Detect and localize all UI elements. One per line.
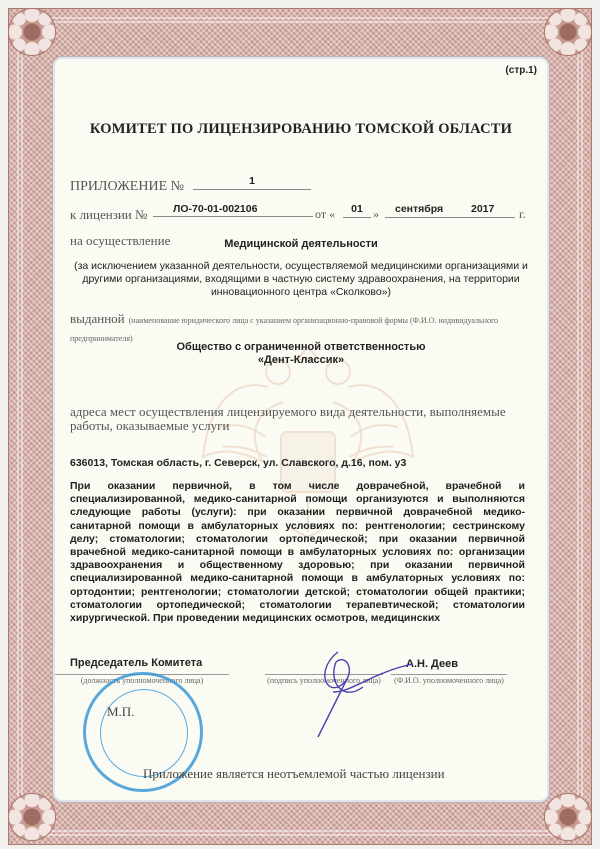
corner-rosette-icon [544,8,592,56]
addresses-label: адреса мест осуществления лицензируемого вида деятельности, выполняемые работы, оказываемые услуги [70,404,506,433]
date-day: 01 [343,203,371,218]
date-suffix: г. [519,207,526,221]
page-number: (стр.1) [505,65,537,76]
committee-title: КОМИТЕТ ПО ЛИЦЕНЗИРОВАНИЮ ТОМСКОЙ ОБЛАСТИ [89,121,513,137]
date-close-quote: » [373,207,379,221]
activity-label: на осуществление [70,233,171,248]
corner-rosette-icon [8,8,56,56]
caption-position: (должность уполномоченного лица) [55,674,229,685]
signatory-name: А.Н. Деев [406,658,459,670]
license-number: ЛО-70-01-002106 [153,203,313,217]
appendix-label: ПРИЛОЖЕНИЕ № [70,179,184,194]
activity-value: Медицинской деятельности [224,238,378,250]
date-month: сентября [395,203,444,215]
signature-scribble-icon [278,632,418,742]
organization-line1: Общество с ограниченной ответственностью [176,341,426,353]
services-text: При оказании первичной, в том числе доврачебной, врачебной и специализированной, медико-санитарной помощи организуются и выполняются следующие работы (услуги): при оказании первичной доврачебной медико-санитарной помощи в амбулаторных условиях по: рентгенологии; сестринскому делу; стоматологии; стоматологии ортопедической; при оказании первичной врачебной медико-санитарной помощи в амбулаторных условиях по: организации здравоохранения и общественному здоровью; при оказании первичной специализированной медико-санитарной помощи в амбулаторных условиях по: ортодонтии; рентгенологии; стоматологии детской; стоматологии общей практики; стоматологии ортопедической; стоматологии терапевтической; стоматологии хирургической. При проведении медицинских осмотров, медицинских [70,480,525,625]
license-label: к лицензии № [70,207,148,222]
organization-name [53,341,549,367]
caption-signature: (подпись уполномоченного лица) [265,674,383,685]
organization-line2: «Дент-Классик» [257,354,345,366]
footer-note: Приложение является неотъемлемой частью лицензии [143,766,445,781]
date-from-label: от « [315,207,336,221]
appendix-number: 1 [193,175,311,190]
address: 636013, Томская область, г. Северск, ул. Славского, д.16, пом. у3 [70,457,407,469]
document-panel [52,56,550,803]
corner-rosette-icon [544,793,592,841]
issued-label: выданной [70,311,125,326]
signatory-position: Председатель Комитета [70,657,203,669]
caption-name: (Ф.И.О. уполномоченного лица) [391,674,507,685]
stamp-place-label: М.П. [107,704,135,719]
date-year: 2017 [471,203,495,215]
issued-hint: (наименование юридического лица с указанием организационно-правовой формы (Ф.И.О. индивидуального предпринимателя) [70,316,499,343]
stamp-inner-ring [100,689,188,777]
exclusion-note: (за исключением указанной деятельности, осуществляемой медицинскими организациями и другими организациями, входящими в частную систему здравоохранения, на территории инновационного центра «Сколково») [74,260,528,298]
corner-rosette-icon [8,793,56,841]
